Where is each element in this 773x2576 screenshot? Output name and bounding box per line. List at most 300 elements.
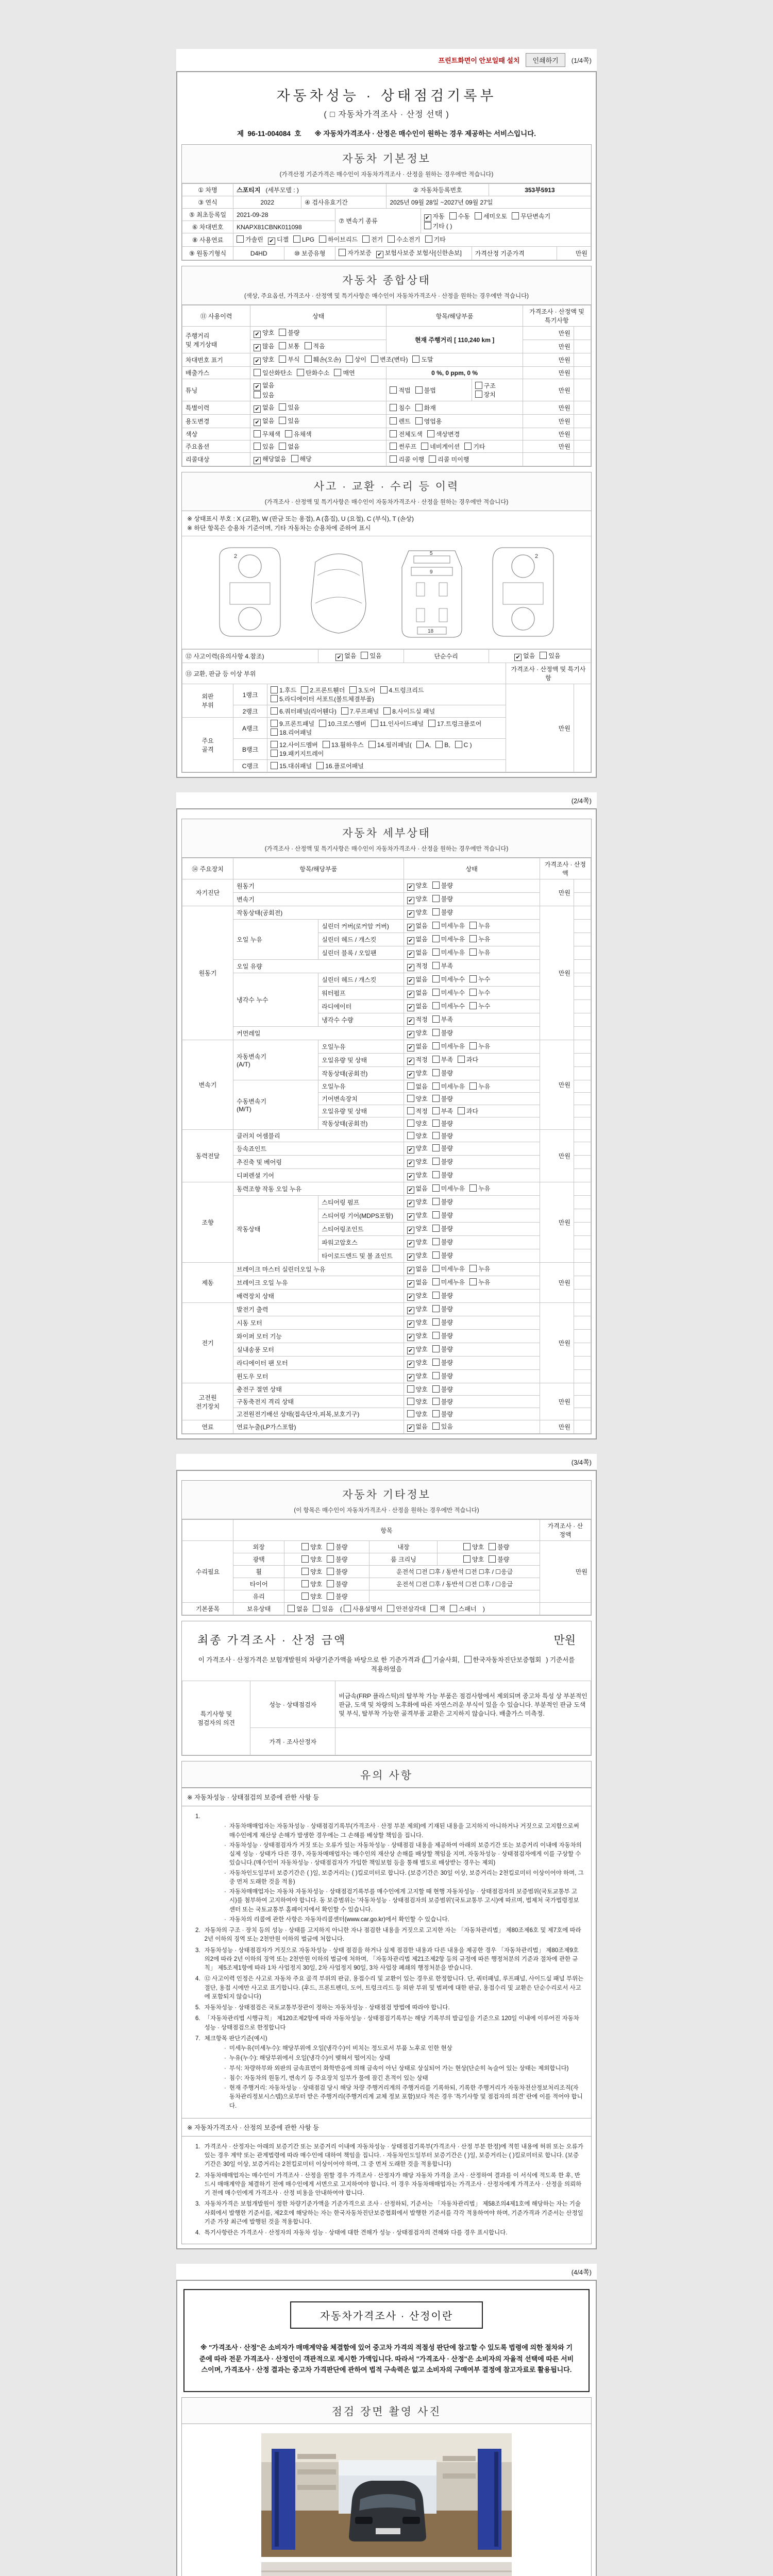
detail-row xyxy=(182,1169,591,1182)
rank-options xyxy=(267,684,506,705)
overall-row xyxy=(182,440,591,453)
option-label: 불량 xyxy=(335,1568,348,1575)
rank-row xyxy=(182,684,591,705)
state-cell xyxy=(404,1000,540,1013)
bullet-dot: · xyxy=(224,2045,226,2052)
option-label: 세미오토 xyxy=(483,212,508,220)
opinion-author: 가격 · 조사산정자 xyxy=(250,1728,335,1755)
overall-row xyxy=(182,428,591,440)
option xyxy=(407,1144,428,1154)
checkbox xyxy=(432,1120,440,1127)
option xyxy=(469,921,490,930)
option-label: 불량 xyxy=(335,1593,348,1600)
option-group xyxy=(407,1095,458,1103)
state-cell xyxy=(404,1357,540,1370)
option xyxy=(432,1042,465,1050)
option xyxy=(432,1397,453,1406)
memo-cell xyxy=(574,1093,591,1105)
memo-cell xyxy=(574,906,591,920)
option-label: 부식 xyxy=(288,356,300,363)
warranty-options xyxy=(335,247,472,260)
overall-row xyxy=(182,353,591,367)
option-label: 미세누수 xyxy=(441,989,465,996)
option-label: 없음 xyxy=(288,443,300,450)
option-label: 과다 xyxy=(466,1056,479,1063)
checkbox xyxy=(371,720,378,727)
memo-cell xyxy=(574,1013,591,1027)
note-bullet xyxy=(224,2084,584,2111)
memo-cell xyxy=(574,1117,591,1130)
checkbox xyxy=(407,1200,414,1207)
etc-repair-row xyxy=(182,1541,591,1553)
option-label: 4.트렁크리드 xyxy=(389,687,424,694)
subitem-label: 실린더 커버(로커암 커버) xyxy=(318,920,404,933)
price-cell: 만원 xyxy=(523,340,574,353)
checkbox xyxy=(407,951,414,958)
memo-cell xyxy=(574,1408,591,1420)
option xyxy=(421,442,460,451)
reg-no: 353부5913 xyxy=(489,184,591,196)
memo-cell xyxy=(574,453,591,466)
note-item-text xyxy=(205,2200,584,2227)
checkbox xyxy=(301,1568,309,1575)
option-label: 양호 xyxy=(310,1556,323,1563)
option xyxy=(254,454,286,464)
item-label: 유리 xyxy=(233,1590,284,1603)
option-group xyxy=(271,687,428,703)
install-notice-link[interactable]: 프린트화면이 안보일때 설치 xyxy=(438,57,520,64)
option xyxy=(449,212,470,221)
state-cell xyxy=(404,906,540,920)
checkbox xyxy=(512,212,519,219)
option-label: 하이브리드 xyxy=(328,236,358,243)
option xyxy=(432,881,453,890)
memo-cell xyxy=(574,920,591,933)
checkbox xyxy=(432,1359,440,1366)
hold-label: 보유상태 xyxy=(233,1603,284,1615)
option xyxy=(432,1264,465,1273)
option-label: 5.라디에이터 서포트(볼트체결부품) xyxy=(279,696,374,703)
checkbox xyxy=(279,342,286,349)
item-label: 커먼레일 xyxy=(233,1027,404,1040)
option-label: 양호 xyxy=(472,1556,484,1563)
option-label: 탄화수소 xyxy=(306,369,330,377)
item-label: 변속기 xyxy=(233,893,404,906)
checkbox xyxy=(407,1018,414,1025)
option-label: 양호 xyxy=(415,1332,428,1340)
note-item xyxy=(195,1946,584,1973)
option xyxy=(407,975,428,985)
option-label: 13.휠하우스 xyxy=(331,741,364,749)
option xyxy=(407,935,428,944)
checkbox xyxy=(407,1253,414,1261)
first-reg-value: 2021-09-28 xyxy=(233,209,335,221)
option xyxy=(432,1131,453,1140)
option xyxy=(341,707,379,716)
state-cell xyxy=(404,879,540,893)
option-label: 적정 xyxy=(415,1108,428,1115)
option xyxy=(407,1358,428,1368)
state-cell xyxy=(404,1117,540,1130)
header-item: 항목/해당부품 xyxy=(233,858,404,879)
option xyxy=(432,1291,453,1300)
option-label: 10.크로스멤버 xyxy=(328,720,366,727)
memo-cell xyxy=(574,893,591,906)
option-label: 적법 xyxy=(398,386,411,394)
checkbox xyxy=(407,884,414,891)
option-label: 해당 xyxy=(299,455,312,463)
note-item-number: 5. xyxy=(195,2005,200,2011)
note-item-paragraph: 자동차성능 · 상태점검은 국토교통부장관이 정하는 자동차성능 · 상태점검 방법에 따라야 합니다. xyxy=(204,2005,450,2011)
option-label: 있음 xyxy=(262,392,275,399)
detail-row xyxy=(182,1303,591,1316)
option xyxy=(279,403,299,412)
option xyxy=(432,1002,465,1010)
option xyxy=(432,1197,453,1206)
option-label: 양호 xyxy=(472,1544,484,1551)
car-name-label: ① 차명 xyxy=(182,184,233,196)
checkbox xyxy=(407,1410,414,1417)
checkbox xyxy=(361,652,368,659)
option-label: 전기 xyxy=(371,236,383,243)
option xyxy=(432,1082,465,1091)
option-group xyxy=(390,431,464,438)
document-column xyxy=(176,49,597,2576)
memo-cell xyxy=(574,987,591,1000)
note-item xyxy=(195,2229,584,2238)
detail-header-row xyxy=(182,858,591,879)
trans-label: ⑦ 변속기 종류 xyxy=(335,209,421,233)
option xyxy=(390,430,422,438)
checkbox xyxy=(432,882,440,889)
checkbox xyxy=(407,1320,414,1328)
checkbox xyxy=(407,1280,414,1287)
note-item-number: 4. xyxy=(195,2230,200,2236)
option-label: 유채색 xyxy=(293,431,312,438)
state-cell xyxy=(250,453,386,466)
option xyxy=(432,961,453,970)
detail-title: 자동차 세부상태 xyxy=(342,827,431,839)
checkbox xyxy=(407,1004,414,1011)
price-cell: 만원 xyxy=(506,684,574,772)
option xyxy=(469,1264,490,1273)
note-item-number: 7. xyxy=(195,2035,200,2042)
opinion-text: 비금속(FRP 플라스틱)의 탈부착 가능 부품은 점검사항에서 제외되며 중고차 특성 상 부분적인 판금, 도색 및 차량의 노후화에 따른 자연스러운 부식이 있을 수 있습니다. 부분적인 판금 도색 및 부식, 탈부착 가능한 골격부품 교환은 고지하지 않습니다. 배출가스 미측정. xyxy=(335,1681,591,1728)
option-label: 불량 xyxy=(441,1372,453,1380)
option xyxy=(469,1278,490,1286)
checkbox xyxy=(407,1267,414,1274)
doc-number-line: 제 96-11-004084 호 ※ 자동차가격조사 · 산정은 매수인이 원하는 경우 제공하는 서비스입니다. xyxy=(181,128,592,138)
option xyxy=(362,235,383,244)
base-price-label: 가격산정 기준가격 xyxy=(472,247,557,260)
option xyxy=(432,1028,453,1037)
detail-row xyxy=(182,1142,591,1156)
item-label: 실내송풍 모터 xyxy=(233,1343,404,1357)
option xyxy=(301,1592,322,1601)
option xyxy=(407,1410,428,1418)
option-group xyxy=(407,989,495,996)
memo-cell xyxy=(574,1105,591,1117)
trans-options xyxy=(421,209,591,233)
option-label: 렌트 xyxy=(398,418,411,425)
detail-row xyxy=(182,973,591,987)
checkbox xyxy=(407,1082,414,1090)
option-group xyxy=(407,895,458,903)
option xyxy=(407,1171,428,1180)
checkbox xyxy=(254,391,261,398)
checkbox xyxy=(254,383,261,391)
checkbox xyxy=(271,750,278,757)
option-label: 부족 xyxy=(441,1016,453,1023)
detail-row xyxy=(182,1408,591,1420)
option-label: 불량 xyxy=(441,1225,453,1232)
option xyxy=(407,948,428,958)
checkbox xyxy=(432,922,440,929)
option-label: 양호 xyxy=(415,1386,428,1393)
checkbox xyxy=(254,331,261,338)
option xyxy=(327,1592,347,1601)
option-label: 양호 xyxy=(310,1581,323,1588)
row-label: 특별이력 xyxy=(182,401,250,415)
option-group xyxy=(254,356,438,363)
page-2 xyxy=(176,808,597,1439)
row-label: 차대번호 표기 xyxy=(182,353,250,367)
price-cell xyxy=(523,453,574,466)
option xyxy=(390,442,416,451)
option-label: 누수 xyxy=(478,976,491,983)
option xyxy=(271,719,314,728)
option xyxy=(327,1580,347,1588)
option-label: 11.인사이드패널 xyxy=(379,720,424,727)
subitem-label: 라디에이터 xyxy=(318,1000,404,1013)
option-group xyxy=(407,1016,458,1023)
checkbox xyxy=(432,1211,440,1218)
option xyxy=(469,1042,490,1050)
page-1 xyxy=(176,71,597,778)
checkbox xyxy=(327,1580,334,1587)
detail-row xyxy=(182,1343,591,1357)
option xyxy=(450,1604,477,1613)
option-label: 많음 xyxy=(262,343,275,350)
overall-row xyxy=(182,453,591,466)
state-cell xyxy=(284,1566,369,1578)
header-state: 상태 xyxy=(404,858,540,879)
option xyxy=(254,430,280,438)
item-label: 디퍼렌셜 기어 xyxy=(233,1169,404,1182)
parts-cell: 0 %, 0 ppm, 0 % xyxy=(386,367,523,379)
option xyxy=(407,1028,428,1038)
price-cell: 만원 xyxy=(523,353,574,367)
option xyxy=(297,368,329,377)
option-label: 없음 xyxy=(415,1083,428,1090)
option-group xyxy=(237,236,450,243)
checkbox xyxy=(469,935,477,942)
option xyxy=(407,921,428,931)
header-device: ⑭ 주요장치 xyxy=(182,858,233,879)
option-label: 미세누유 xyxy=(441,1043,465,1050)
checkbox xyxy=(432,1144,440,1151)
option xyxy=(301,1567,322,1576)
rank-label: C랭크 xyxy=(233,760,267,772)
opinion-text xyxy=(335,1728,591,1755)
parts-cell: 현재 주행거리 [ 110,240 km ] xyxy=(386,327,523,353)
checkbox xyxy=(301,1543,309,1550)
option-group xyxy=(475,382,500,398)
memo-cell xyxy=(574,1142,591,1156)
checkbox xyxy=(316,762,324,769)
option xyxy=(432,1069,453,1077)
option-group xyxy=(407,1292,458,1299)
option-label: 잭 xyxy=(439,1605,445,1613)
state-cell xyxy=(404,1169,540,1182)
item-label: 윈도우 모터 xyxy=(233,1370,404,1383)
section-final-price xyxy=(181,1621,592,1756)
option xyxy=(291,454,312,463)
state-cell xyxy=(404,1080,540,1093)
option-label: 불량 xyxy=(441,1172,453,1179)
checkbox xyxy=(271,707,278,715)
basic-title: 자동차 기본정보 xyxy=(342,153,431,165)
checkbox xyxy=(489,1555,496,1563)
memo-cell xyxy=(574,1169,591,1182)
item-label: 브레이크 마스터 실린더오일 누유 xyxy=(233,1263,404,1276)
memo-cell xyxy=(574,367,591,379)
bullet-dot: · xyxy=(224,2075,226,2081)
hold-options: 없음 있음 ( 사용설명서 안전삼각대 잭 스패너 ) xyxy=(284,1603,540,1615)
rank-options xyxy=(267,760,506,772)
option xyxy=(407,1385,428,1394)
checkbox xyxy=(432,1107,440,1114)
opinion-author: 성능 · 상태점검자 xyxy=(250,1681,335,1728)
option-label: 미세누수 xyxy=(441,1003,465,1010)
option xyxy=(469,1082,490,1091)
accident-table xyxy=(182,649,591,772)
option xyxy=(512,212,550,221)
option-label: 양호 xyxy=(415,1158,428,1165)
checkbox xyxy=(450,1605,457,1612)
item-label: 라디에이터 팬 모터 xyxy=(233,1357,404,1370)
option-label: 과다 xyxy=(466,1108,479,1115)
option-label: 양호 xyxy=(262,329,275,336)
state-cell xyxy=(404,987,540,1000)
basic-items-label: 기본품목 xyxy=(182,1603,233,1615)
notes-title: 유의 사항 xyxy=(360,1770,413,1782)
option-label: LPG xyxy=(302,236,315,243)
checkbox xyxy=(327,1592,334,1600)
option-label: 적정 xyxy=(415,962,428,970)
option-label: 불량 xyxy=(441,1411,453,1418)
option xyxy=(271,761,312,770)
state-cell xyxy=(404,1276,540,1290)
checkbox xyxy=(407,1071,414,1078)
etc-subtitle: (이 항목은 매수인이 자동차가격조사 · 산정을 원하는 경우에만 적습니다) xyxy=(294,1507,479,1514)
checkbox xyxy=(432,1158,440,1165)
insp-period: 2025년 09월 28일 ~2027년 09월 27일 xyxy=(386,196,591,209)
checkbox xyxy=(407,1044,414,1052)
checkbox xyxy=(469,1278,477,1285)
memo-cell xyxy=(574,1182,591,1196)
option xyxy=(305,355,341,364)
note-item-number: 2. xyxy=(195,1927,200,1934)
note-item-paragraph: 자동차가격은 보험개발원이 정한 차량기준가액을 기준가격으로 조사 · 산정하되, 기준서는 「자동차관리법」 제58조의4제1호에 해당하는 자는 기술사회에서 발행한 기준서를, 제2호에 해당하는 자는 한국자동차진단보증협회에서 발행한 기준서를 각각 적용하여야 하며, 기준가격과 기준서는 산정일 기준 가장 최근에 발행된 것을 적용합니다. xyxy=(204,2201,583,2225)
option xyxy=(301,1580,322,1588)
item-label: 원동기 xyxy=(233,879,404,893)
option-label: 불량 xyxy=(441,1359,453,1366)
memo-cell xyxy=(574,353,591,367)
checkbox xyxy=(475,391,482,398)
note-bullet-text: 부식: 차량하부와 외판의 금속표면이 화학반응에 의해 금속이 아닌 상태로 상실되어 가는 현상(단순히 녹슬어 있는 상태는 제외합니다) xyxy=(229,2065,569,2072)
option-label: 양호 xyxy=(415,1172,428,1179)
note-item-text xyxy=(205,2035,267,2043)
year-value: 2022 xyxy=(233,196,301,209)
price-cell: 만원 xyxy=(540,879,574,906)
detail-row xyxy=(182,893,591,906)
option-group xyxy=(339,249,466,257)
vehicle-diagram-left-side xyxy=(209,541,287,642)
option-label: 보험사보증 보험사[신한손보] xyxy=(384,249,462,257)
checkbox xyxy=(407,1187,414,1194)
final-price-label: 최종 가격조사 · 산정 금액 xyxy=(197,1634,347,1647)
option xyxy=(301,1555,322,1564)
option xyxy=(383,707,435,716)
price-cell: 만원 xyxy=(523,401,574,415)
checkbox xyxy=(424,1656,431,1663)
option xyxy=(407,1069,428,1078)
note-bullet xyxy=(224,1841,584,1868)
panel-group-label: 외판 부위 xyxy=(182,684,233,718)
option xyxy=(407,1397,428,1406)
checkbox xyxy=(271,720,278,727)
memo-cell xyxy=(574,946,591,960)
state-cell xyxy=(250,379,386,401)
option-group xyxy=(407,922,495,929)
option-label: 리콜 이행 xyxy=(398,456,425,463)
checkbox xyxy=(429,455,436,463)
item-label: 작동상태(공회전) xyxy=(233,906,404,920)
option-group xyxy=(463,1544,514,1551)
note-bullet-text: 미세누유(미세누수): 해당부위에 오일(냉각수)이 비치는 정도로서 부품 노후로 인한 현상 xyxy=(229,2045,452,2052)
checkbox xyxy=(407,1398,414,1405)
note-item xyxy=(195,2143,584,2170)
checkbox xyxy=(279,329,286,336)
state-cell xyxy=(250,327,386,340)
option-group xyxy=(407,1239,458,1246)
detail-row xyxy=(182,1040,591,1054)
print-button[interactable]: 인쇄하기 xyxy=(526,53,565,67)
checkbox xyxy=(407,1146,414,1154)
option xyxy=(432,921,465,930)
row-label: 색상 xyxy=(182,428,250,440)
option-label: 누유 xyxy=(478,1043,491,1050)
checkbox xyxy=(415,386,423,394)
note-item xyxy=(195,1812,584,1821)
checkbox xyxy=(407,1294,414,1301)
checkbox xyxy=(458,1107,465,1114)
state-cell xyxy=(404,1067,540,1080)
option-label: 불량 xyxy=(441,1239,453,1246)
rank-options xyxy=(267,705,506,718)
option-label: 12.사이드멤버 xyxy=(279,741,318,749)
option-label: 양호 xyxy=(415,1359,428,1366)
checkbox xyxy=(346,355,353,363)
engine-value: D4HD xyxy=(233,247,284,260)
checkbox xyxy=(435,741,443,748)
checkbox xyxy=(432,1225,440,1232)
option-label: B, xyxy=(444,741,450,749)
option-label: 불량 xyxy=(441,1132,453,1140)
option-group xyxy=(463,1556,514,1563)
option-label: 양호 xyxy=(415,1198,428,1206)
